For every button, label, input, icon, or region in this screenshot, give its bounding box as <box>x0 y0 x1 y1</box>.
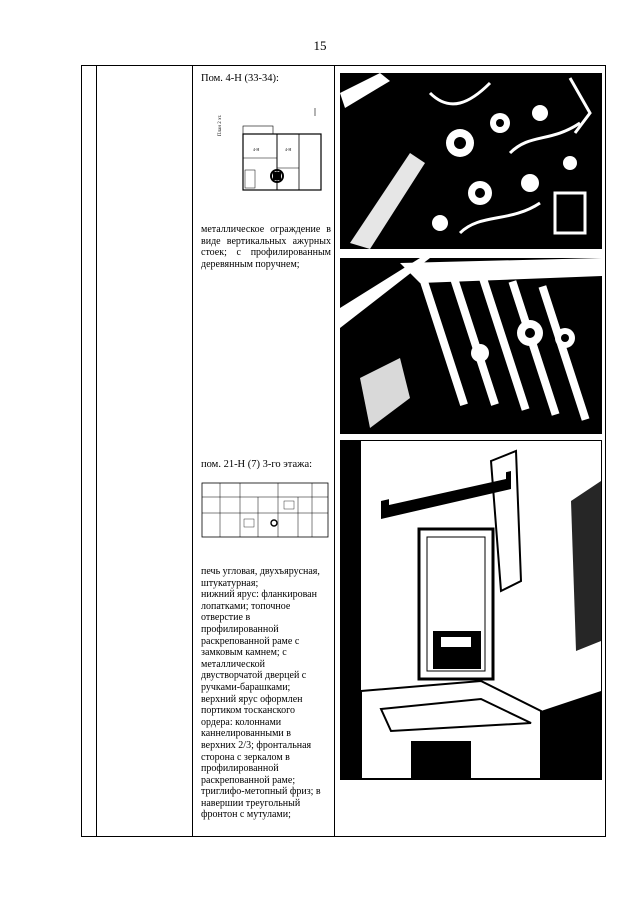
description-line: замковым камнем; с <box>201 647 287 659</box>
description-line: профилированной <box>201 623 279 635</box>
description-line: профилированной <box>201 763 279 775</box>
description-line: раскрепованной раме с <box>201 635 300 647</box>
page-number: 15 <box>313 38 327 53</box>
plan-label: План 2 эт. <box>218 114 223 136</box>
description-line: печь угловая, двухъярусная, <box>201 566 320 577</box>
svg-text:4-Н: 4-Н <box>253 147 260 152</box>
description-line: верхних 2/3; фронтальная <box>201 739 312 751</box>
description-line: триглифо-метопный фриз; в <box>201 786 321 798</box>
room-description <box>201 566 329 821</box>
svg-text:4-Н: 4-Н <box>285 147 292 152</box>
room-title: Пом. 4-Н (33-34): <box>201 73 279 84</box>
description-line: навершии треугольный <box>201 797 301 809</box>
floor-plan-image <box>215 96 331 196</box>
room-title: пом. 21-Н (7) 3-го этажа: <box>201 459 313 470</box>
floor-plan-image <box>200 479 330 541</box>
description-line: раскрепованной раме; <box>201 774 296 786</box>
description-line: лопатками; топочное <box>201 600 291 612</box>
description-line: фронтон с мутулами; <box>201 809 291 821</box>
description-line: верхний ярус оформлен <box>201 693 303 705</box>
corner-stove-photo <box>340 440 602 780</box>
table-column-divider <box>96 66 97 836</box>
description-line: ручками-барашками; <box>201 681 291 693</box>
description-line: штукатурная; <box>201 577 259 589</box>
description-line: портиком тосканского <box>201 705 295 717</box>
room-description: металлическое ограждение в виде вертикальных ажурных стоек; с профилированным деревянным поручнем; <box>201 224 331 270</box>
table-column-divider <box>334 66 335 836</box>
carved-staircase-railing-photo-2 <box>340 258 602 434</box>
description-line: сторона с зеркалом в <box>201 751 290 763</box>
description-line: двустворчатой дверцей с <box>201 670 307 682</box>
heritage-table <box>81 65 606 837</box>
description-line: ордера: колоннами <box>201 716 282 728</box>
description-line: нижний ярус: фланкирован <box>201 589 317 601</box>
carved-staircase-railing-photo-1 <box>340 73 602 249</box>
table-column-divider <box>192 66 193 836</box>
description-line: металлической <box>201 658 265 670</box>
description-line: отверстие в <box>201 612 251 624</box>
description-line: каннелированными в <box>201 728 291 740</box>
